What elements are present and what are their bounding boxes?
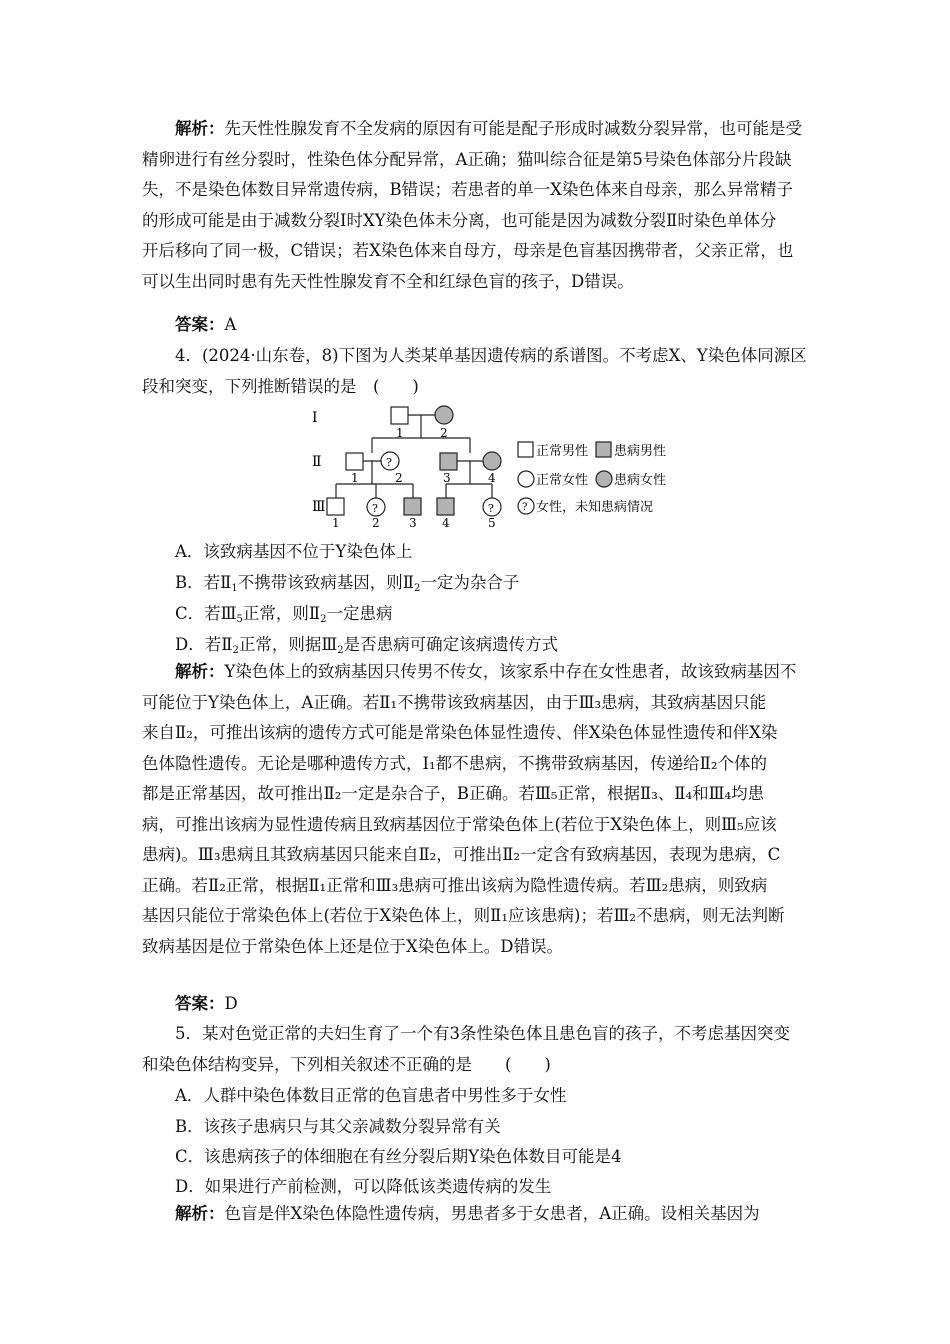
individual-number: 2 — [440, 426, 448, 440]
analysis-label: 解析： — [175, 119, 225, 138]
question-4-line: 4．(2024·山东卷，8)下图为人类某单基因遗传病的系谱图。不考虑X、Y染色体同源区 — [175, 346, 807, 365]
individual-number: 1 — [332, 516, 340, 530]
answer-q4 — [175, 990, 238, 1014]
question-5-line: 5．某对色觉正常的夫妇生育了一个有3条性染色体且患色盲的孩子，不考虑基因突变 — [175, 1024, 790, 1043]
generation-label: Ⅱ — [312, 454, 322, 470]
individual-number: 3 — [443, 471, 451, 485]
legend-affected-female-symbol — [596, 471, 612, 487]
option-d: D．如果进行产前检测，可以降低该类遗传病的发生 — [175, 1177, 552, 1196]
analysis-text-line: 失，不是染色体数目异常遗传病，B错误；若患者的单一X染色体来自母亲，那么异常精子 — [142, 180, 793, 199]
analysis-label: 解析： — [175, 662, 225, 681]
analysis-text-line: 正确。若Ⅱ₂正常，根据Ⅱ₁正常和Ⅲ₃患病可推出该病为隐性遗传病。若Ⅲ₂患病，则致病 — [142, 875, 768, 895]
analysis-text-line: 来自Ⅱ₂，可推出该病的遗传方式可能是常染色体显性遗传、伴X染色体显性遗传和伴X染 — [142, 723, 778, 742]
analysis-text-line: 病，可推出该病为显性遗传病且致病基因位于常染色体上(若位于X染色体上，则Ⅲ₅应该 — [142, 814, 777, 834]
analysis-text-line: 患病)。Ⅲ₃患病且其致病基因只能来自Ⅱ₂，可推出Ⅱ₂一定含有致病基因，表现为患病，C — [142, 845, 781, 864]
pedigree-chart — [300, 398, 690, 530]
analysis-text-line: 开后移向了同一极，C错误；若X染色体来自母方，母亲是色盲基因携带者，父亲正常，也 — [142, 241, 794, 260]
answer-value: D — [224, 994, 238, 1013]
individual-number: 4 — [442, 516, 450, 530]
analysis-q4 — [142, 657, 812, 962]
legend-unknown-female: 女性，未知患病情况 — [536, 500, 654, 515]
question-4-line: 段和突变，下列推断错误的是 ( ) — [142, 376, 419, 396]
affected-male-symbol — [404, 498, 421, 515]
generation-label: Ⅰ — [312, 410, 318, 426]
unknown-mark: ? — [372, 502, 378, 515]
affected-male-symbol — [437, 498, 454, 515]
generation-label: Ⅲ — [312, 499, 326, 515]
normal-male-symbol — [391, 407, 408, 424]
legend-normal-female: 正常女性 — [536, 473, 589, 488]
normal-male-symbol — [346, 453, 363, 470]
analysis-text-line: 致病基因是位于常染色体上还是位于X染色体上。D错误。 — [142, 936, 563, 956]
analysis-text-line: Y染色体上的致病基因只传男不传女，该家系中存在女性患者，故该致病基因不 — [224, 662, 797, 681]
analysis-text-line: 先天性性腺发育不全发病的原因有可能是配子形成时减数分裂异常，也可能是受 — [224, 119, 802, 138]
analysis-text-line: 基因只能位于常染色体上(若位于X染色体上，则Ⅱ₁应该患病)；若Ⅲ₂不患病，则无法判断 — [142, 906, 785, 925]
question-4 — [142, 341, 812, 402]
answer-q3 — [175, 311, 236, 335]
legend-affected-male-symbol — [596, 442, 611, 457]
option-c: C．该患病孩子的体细胞在有丝分裂后期Y染色体数目可能是4 — [175, 1147, 622, 1166]
unknown-mark: ? — [488, 502, 494, 515]
answer-value: A — [224, 315, 237, 334]
analysis-text-line: 色盲是伴X染色体隐性遗传病，男患者多于女患者，A正确。设相关基因为 — [224, 1204, 760, 1223]
individual-number: 3 — [409, 516, 417, 530]
analysis-text-line: 可以生出同时患有先天性性腺发育不全和红绿色盲的孩子，D错误。 — [142, 271, 634, 291]
individual-number: 2 — [395, 471, 403, 485]
analysis-text-line: 可能位于Y染色体上，A正确。若Ⅱ₁不携带该致病基因，由于Ⅲ₃患病，其致病基因只能 — [142, 692, 767, 712]
analysis-text-line: 精卵进行有丝分裂时，性染色体分配异常，A正确；猫叫综合征是第5号染色体部分片段缺 — [142, 149, 792, 169]
legend-normal-male: 正常男性 — [536, 444, 589, 459]
answer-label: 答案： — [175, 994, 225, 1013]
analysis-text-line: 色体隐性遗传。无论是哪种遗传方式，Ⅰ₁都不患病，不携带致病基因，传递给Ⅱ₂个体的 — [142, 753, 767, 773]
legend-normal-male-symbol — [518, 442, 533, 457]
analysis-q3 — [142, 114, 812, 297]
affected-female-symbol — [483, 452, 501, 470]
analysis-text-line: 的形成可能是由于减数分裂Ⅰ时XY染色体未分离，也可能是因为减数分裂Ⅱ时染色单体分 — [142, 210, 777, 230]
unknown-mark: ? — [386, 456, 392, 469]
option-a: A．人群中染色体数目正常的色盲患者中男性多于女性 — [175, 1086, 567, 1105]
normal-male-symbol — [327, 498, 344, 515]
legend-affected-female: 患病女性 — [614, 473, 667, 488]
affected-male-symbol — [440, 453, 457, 470]
option-a: A．该致病基因不位于Y染色体上 — [175, 542, 413, 561]
legend-normal-female-symbol — [518, 471, 534, 487]
option-b: B．该孩子患病只与其父亲减数分裂异常有关 — [175, 1117, 501, 1136]
legend-affected-male: 患病男性 — [614, 444, 667, 459]
individual-number: 5 — [488, 516, 496, 530]
question-5-line: 和染色体结构变异，下列相关叙述不正确的是 ( ) — [142, 1054, 551, 1074]
affected-female-symbol — [435, 406, 453, 424]
individual-number: 4 — [488, 471, 496, 485]
pedigree-legend — [518, 442, 666, 515]
analysis-text-line: 都是正常基因，故可推出Ⅱ₂一定是杂合子，B正确。若Ⅲ₅正常，根据Ⅱ₃、Ⅱ₄和Ⅲ₄均患 — [142, 784, 765, 803]
question-5 — [142, 1019, 812, 1080]
unknown-mark: ? — [522, 502, 528, 513]
individual-number: 1 — [351, 471, 359, 485]
analysis-label: 解析： — [175, 1204, 225, 1223]
option-c: C．若$Ⅲ_5$正常，则$Ⅱ_2$一定患病 — [175, 604, 393, 625]
option-d: D．若$Ⅱ_2$正常，则据$Ⅲ_2$是否患病可确定该病遗传方式 — [175, 635, 559, 656]
individual-number: 2 — [372, 516, 380, 530]
analysis-q5 — [142, 1199, 812, 1230]
option-b: B．若$Ⅱ_1$不携带该致病基因，则$Ⅱ_2$一定为杂合子 — [175, 573, 520, 594]
answer-label: 答案： — [175, 315, 225, 334]
individual-number: 1 — [396, 426, 404, 440]
